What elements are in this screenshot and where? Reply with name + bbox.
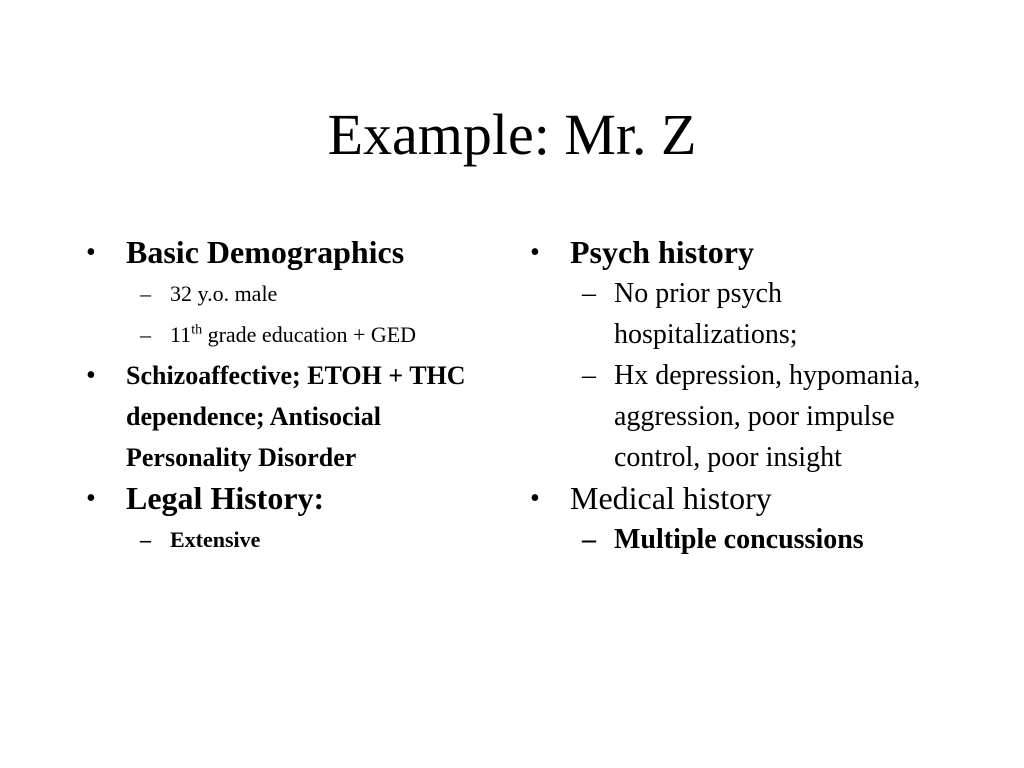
sub-list [126,273,506,355]
dash-icon: – [582,524,596,555]
item-label: Legal History: [126,480,325,516]
item-label: Basic Demographics [126,234,405,270]
sub-list [570,273,950,478]
sub-item-text-suffix: grade education + GED [202,322,417,347]
right-column [530,232,950,560]
sub-item-concussions [570,519,950,560]
bullet-icon: • [86,483,96,514]
sub-item-text: Multiple concussions [614,524,864,555]
left-column [86,232,506,560]
sub-item-text: 32 y.o. male [170,281,278,306]
list-item-psych-history [530,232,950,478]
sub-list [570,519,950,560]
item-label: Schizoaffective; ETOH + THC dependence; Antisocial Personality Disorder [126,361,466,472]
sub-item-text: No prior psych hospitalizations; [614,278,798,350]
list-item-legal-history [86,478,506,560]
list-item-diagnoses [86,355,506,478]
sub-item-text: Extensive [170,527,261,552]
sub-item-symptoms [570,355,950,478]
bullet-icon: • [86,237,96,268]
slide-title: Example: Mr. Z [327,102,697,167]
dash-icon: – [140,322,151,347]
dash-icon: – [582,278,596,309]
list-item-basic-demographics [86,232,506,355]
dash-icon: – [582,360,596,391]
item-label: Medical history [570,480,772,516]
sub-item-education [126,314,506,355]
bullet-icon: • [530,237,540,268]
sub-list [126,519,506,560]
bullet-icon: • [86,360,96,391]
right-bullet-list [530,232,950,560]
item-label: Psych history [570,234,754,270]
dash-icon: – [140,281,151,306]
sub-item-age [126,273,506,314]
dash-icon: – [140,527,151,552]
list-item-medical-history [530,478,950,560]
sub-item-text-prefix: 11 [170,322,192,347]
sub-item-hospitalizations [570,273,950,355]
sub-item-text: Hx depression, hypomania, aggression, poor impulse control, poor insight [614,360,921,473]
sub-item-text-superscript: th [191,322,203,338]
bullet-icon: • [530,483,540,514]
left-bullet-list [86,232,506,560]
sub-item-extensive [126,519,506,560]
